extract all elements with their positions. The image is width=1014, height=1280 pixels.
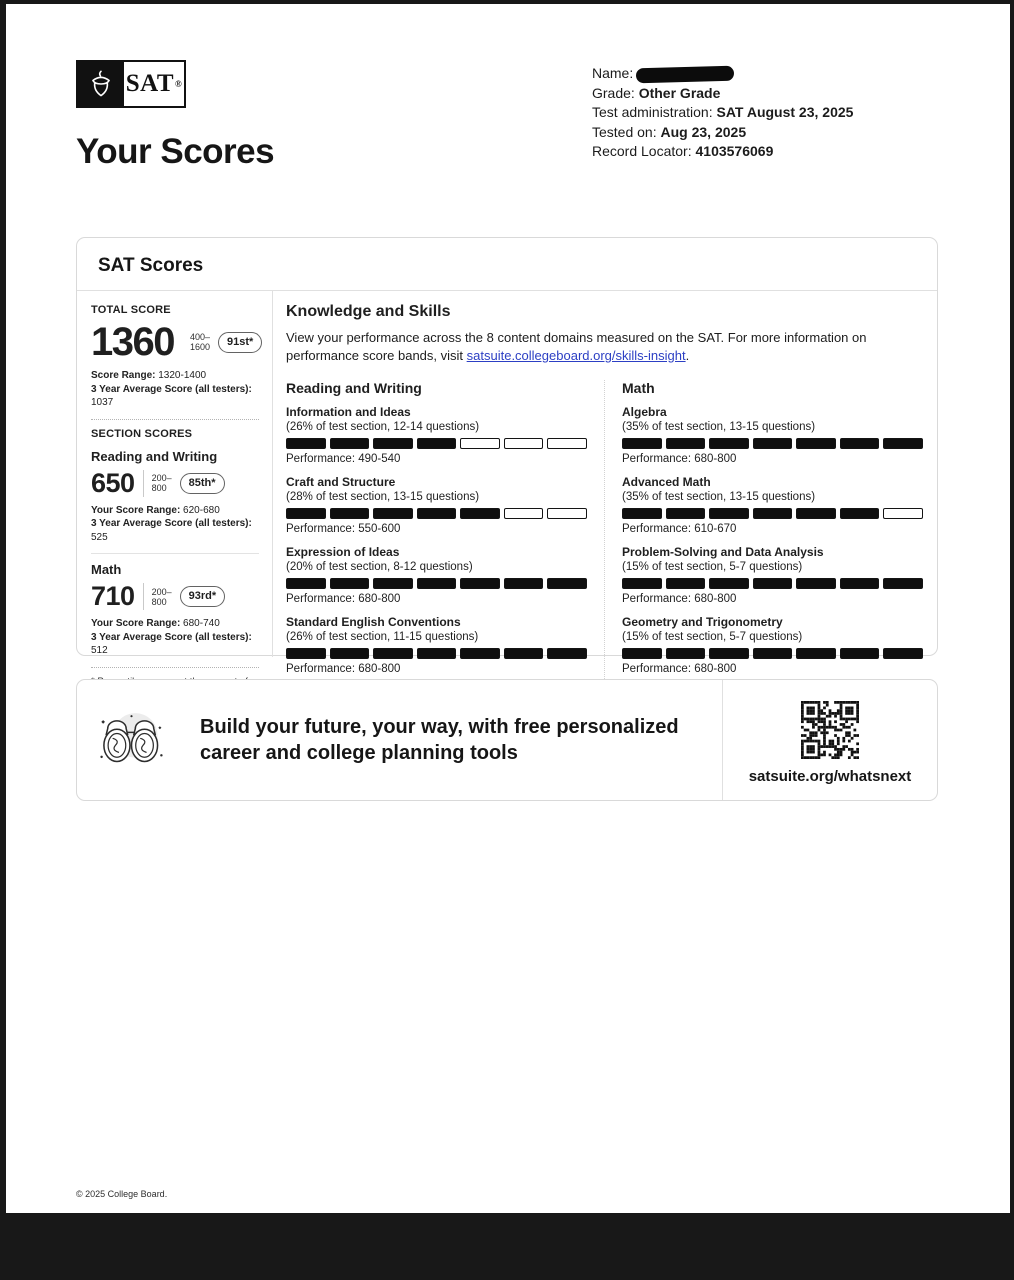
- student-info-block: [592, 64, 853, 162]
- reading-writing-score-range: Your Score Range: 620-680: [91, 504, 220, 516]
- band-segment-filled: [286, 578, 326, 589]
- banner-message-section: [77, 680, 722, 800]
- math-score-scale: 200– 800: [151, 586, 172, 607]
- banner-headline: Build your future, your way, with free personalized career and college planning tools: [200, 716, 679, 764]
- math-score-range: Your Score Range: 680-740: [91, 618, 220, 629]
- reading-writing-score-scale: 200– 800: [151, 473, 172, 493]
- band-segment-filled: [883, 648, 923, 659]
- score-summary-column: [77, 291, 273, 657]
- band-segment-empty: [883, 508, 923, 519]
- divider: [143, 583, 144, 610]
- binoculars-icon: [97, 701, 166, 779]
- band-segment-empty: [547, 508, 587, 519]
- record-locator-row: Record Locator: 4103576069: [592, 143, 774, 159]
- total-score-heading: TOTAL SCORE: [91, 304, 171, 316]
- domain-geometry-and-trigonometry: Geometry and Trigonometry (15% of test section, 5-7 questions) Performance: 680-800: [622, 615, 923, 676]
- grade-row: Grade: Other Grade: [592, 84, 721, 101]
- band-segment-filled: [796, 508, 836, 519]
- math-score-row: [91, 583, 259, 610]
- band-segment-filled: [753, 438, 793, 449]
- band-segment-filled: [753, 578, 793, 589]
- band-segment-filled: [622, 648, 662, 659]
- sat-logo: [76, 60, 186, 108]
- math-score-value: 710: [91, 581, 135, 611]
- total-score-scale: 400– 1600: [189, 332, 211, 352]
- knowledge-skills-intro: View your performance across the 8 content domains measured on the SAT. For more information on performance score bands, visit satsuite.collegeboard.org/skills-insight.: [286, 330, 867, 363]
- band-segment-empty: [504, 508, 544, 519]
- math-percentile-badge: 93rd*: [180, 586, 226, 607]
- math-domains-column: [604, 380, 923, 685]
- domain-expression-of-ideas: Expression of Ideas (20% of test section, 8-12 questions) Performance: 680-800: [286, 545, 587, 606]
- performance-band-bar: [286, 508, 587, 519]
- band-segment-filled: [547, 648, 587, 659]
- sat-wordmark: SAT ®: [125, 70, 183, 97]
- performance-band-bar: [622, 438, 923, 449]
- performance-band-bar: [622, 578, 923, 589]
- band-segment-filled: [373, 648, 413, 659]
- domain-advanced-math: Advanced Math (35% of test section, 13-15 questions) Performance: 610-670: [622, 475, 923, 536]
- band-segment-filled: [840, 648, 880, 659]
- registered-mark: ®: [175, 79, 183, 89]
- band-segment-filled: [709, 578, 749, 589]
- band-segment-filled: [883, 578, 923, 589]
- band-segment-filled: [840, 508, 880, 519]
- section-name-reading-writing: Reading and Writing: [91, 448, 218, 464]
- total-score-range: Score Range: 1320-1400: [91, 370, 207, 381]
- band-segment-filled: [753, 648, 793, 659]
- domain-standard-english-conventions: Standard English Conventions (26% of test section, 11-15 questions) Performance: 680-800: [286, 615, 587, 676]
- band-segment-filled: [373, 578, 413, 589]
- domain-problem-solving-data-analysis: Problem-Solving and Data Analysis (15% of test section, 5-7 questions) Performance: 680-800: [622, 545, 923, 606]
- band-segment-empty: [547, 438, 587, 449]
- band-segment-filled: [330, 508, 370, 519]
- scores-card-title: SAT Scores: [98, 255, 204, 276]
- column-header-math: Math: [622, 380, 655, 396]
- college-board-acorn-box: [78, 62, 124, 106]
- domain-craft-and-structure: Craft and Structure (28% of test section, 13-15 questions) Performance: 550-600: [286, 475, 587, 536]
- page-title: Your Scores: [76, 132, 275, 171]
- qr-code: [801, 701, 859, 759]
- band-segment-filled: [460, 508, 500, 519]
- band-segment-filled: [417, 578, 457, 589]
- band-segment-filled: [622, 508, 662, 519]
- band-segment-filled: [753, 508, 793, 519]
- sat-scores-card: [76, 237, 938, 675]
- total-average-score: 3 Year Average Score (all testers): 1037: [91, 383, 252, 408]
- domain-algebra: Algebra (35% of test section, 13-15 questions) Performance: 680-800: [622, 405, 923, 466]
- band-segment-filled: [286, 508, 326, 519]
- total-percentile-badge: 91st*: [218, 332, 262, 353]
- section-scores-heading: SECTION SCORES: [91, 427, 193, 440]
- dotted-divider: [91, 419, 259, 420]
- band-segment-filled: [417, 438, 457, 449]
- band-segment-filled: [330, 438, 370, 449]
- reading-writing-domains-column: [286, 380, 587, 685]
- redacted-name: [636, 66, 734, 84]
- reading-writing-score-value: 650: [91, 467, 135, 498]
- band-segment-filled: [796, 648, 836, 659]
- performance-band-bar: [286, 648, 587, 659]
- math-average: 3 Year Average Score (all testers): 512: [91, 631, 252, 656]
- performance-band-bar: [622, 648, 923, 659]
- band-segment-filled: [796, 578, 836, 589]
- banner-qr-section: [722, 680, 937, 800]
- band-segment-filled: [330, 578, 370, 589]
- band-segment-filled: [666, 438, 706, 449]
- band-segment-filled: [504, 578, 544, 589]
- band-segment-filled: [286, 648, 326, 659]
- skills-insight-link[interactable]: satsuite.collegeboard.org/skills-insight: [466, 348, 686, 363]
- band-segment-filled: [709, 508, 749, 519]
- acorn-icon: [87, 69, 115, 99]
- reading-writing-score-row: [91, 467, 259, 498]
- band-segment-filled: [417, 648, 457, 659]
- band-segment-filled: [504, 648, 544, 659]
- column-header-reading-writing: Reading and Writing: [286, 380, 422, 396]
- band-segment-filled: [460, 578, 500, 589]
- test-administration-row: Test administration: SAT August 23, 2025: [592, 104, 854, 120]
- reading-writing-percentile-badge: 85th*: [180, 473, 225, 494]
- student-name-row: Name:: [592, 64, 853, 84]
- band-segment-filled: [796, 438, 836, 449]
- tested-on-row: Tested on: Aug 23, 2025: [592, 123, 747, 140]
- band-segment-filled: [330, 648, 370, 659]
- qr-url-text: satsuite.org/whatsnext: [748, 768, 912, 785]
- knowledge-skills-title: Knowledge and Skills: [286, 303, 451, 320]
- band-segment-filled: [666, 578, 706, 589]
- performance-band-bar: [622, 508, 923, 519]
- band-segment-filled: [709, 648, 749, 659]
- performance-band-bar: [286, 438, 587, 449]
- band-segment-empty: [504, 438, 544, 449]
- career-planning-banner: [76, 679, 938, 801]
- band-segment-filled: [666, 648, 706, 659]
- divider: [91, 553, 259, 554]
- band-segment-filled: [460, 648, 500, 659]
- section-name-math: Math: [91, 562, 122, 577]
- reading-writing-average: 3 Year Average Score (all testers): 525: [91, 518, 252, 543]
- band-segment-filled: [709, 438, 749, 449]
- band-segment-filled: [373, 438, 413, 449]
- band-segment-filled: [417, 508, 457, 519]
- band-segment-filled: [666, 508, 706, 519]
- band-segment-filled: [883, 438, 923, 449]
- band-segment-filled: [840, 438, 880, 449]
- band-segment-filled: [286, 438, 326, 449]
- band-segment-empty: [460, 438, 500, 449]
- dotted-divider: [91, 667, 259, 668]
- performance-band-bar: [286, 578, 587, 589]
- score-report-page: [6, 4, 1010, 1213]
- band-segment-filled: [840, 578, 880, 589]
- total-score-value: 1360: [91, 320, 174, 364]
- domain-information-and-ideas: Information and Ideas (26% of test section, 12-14 questions) Performance: 490-540: [286, 405, 587, 466]
- total-score-row: [91, 322, 259, 362]
- knowledge-and-skills-panel: [273, 291, 937, 675]
- copyright-notice: © 2025 College Board.: [76, 1189, 168, 1199]
- band-segment-filled: [622, 438, 662, 449]
- band-segment-filled: [547, 578, 587, 589]
- band-segment-filled: [622, 578, 662, 589]
- band-segment-filled: [373, 508, 413, 519]
- divider: [143, 470, 144, 497]
